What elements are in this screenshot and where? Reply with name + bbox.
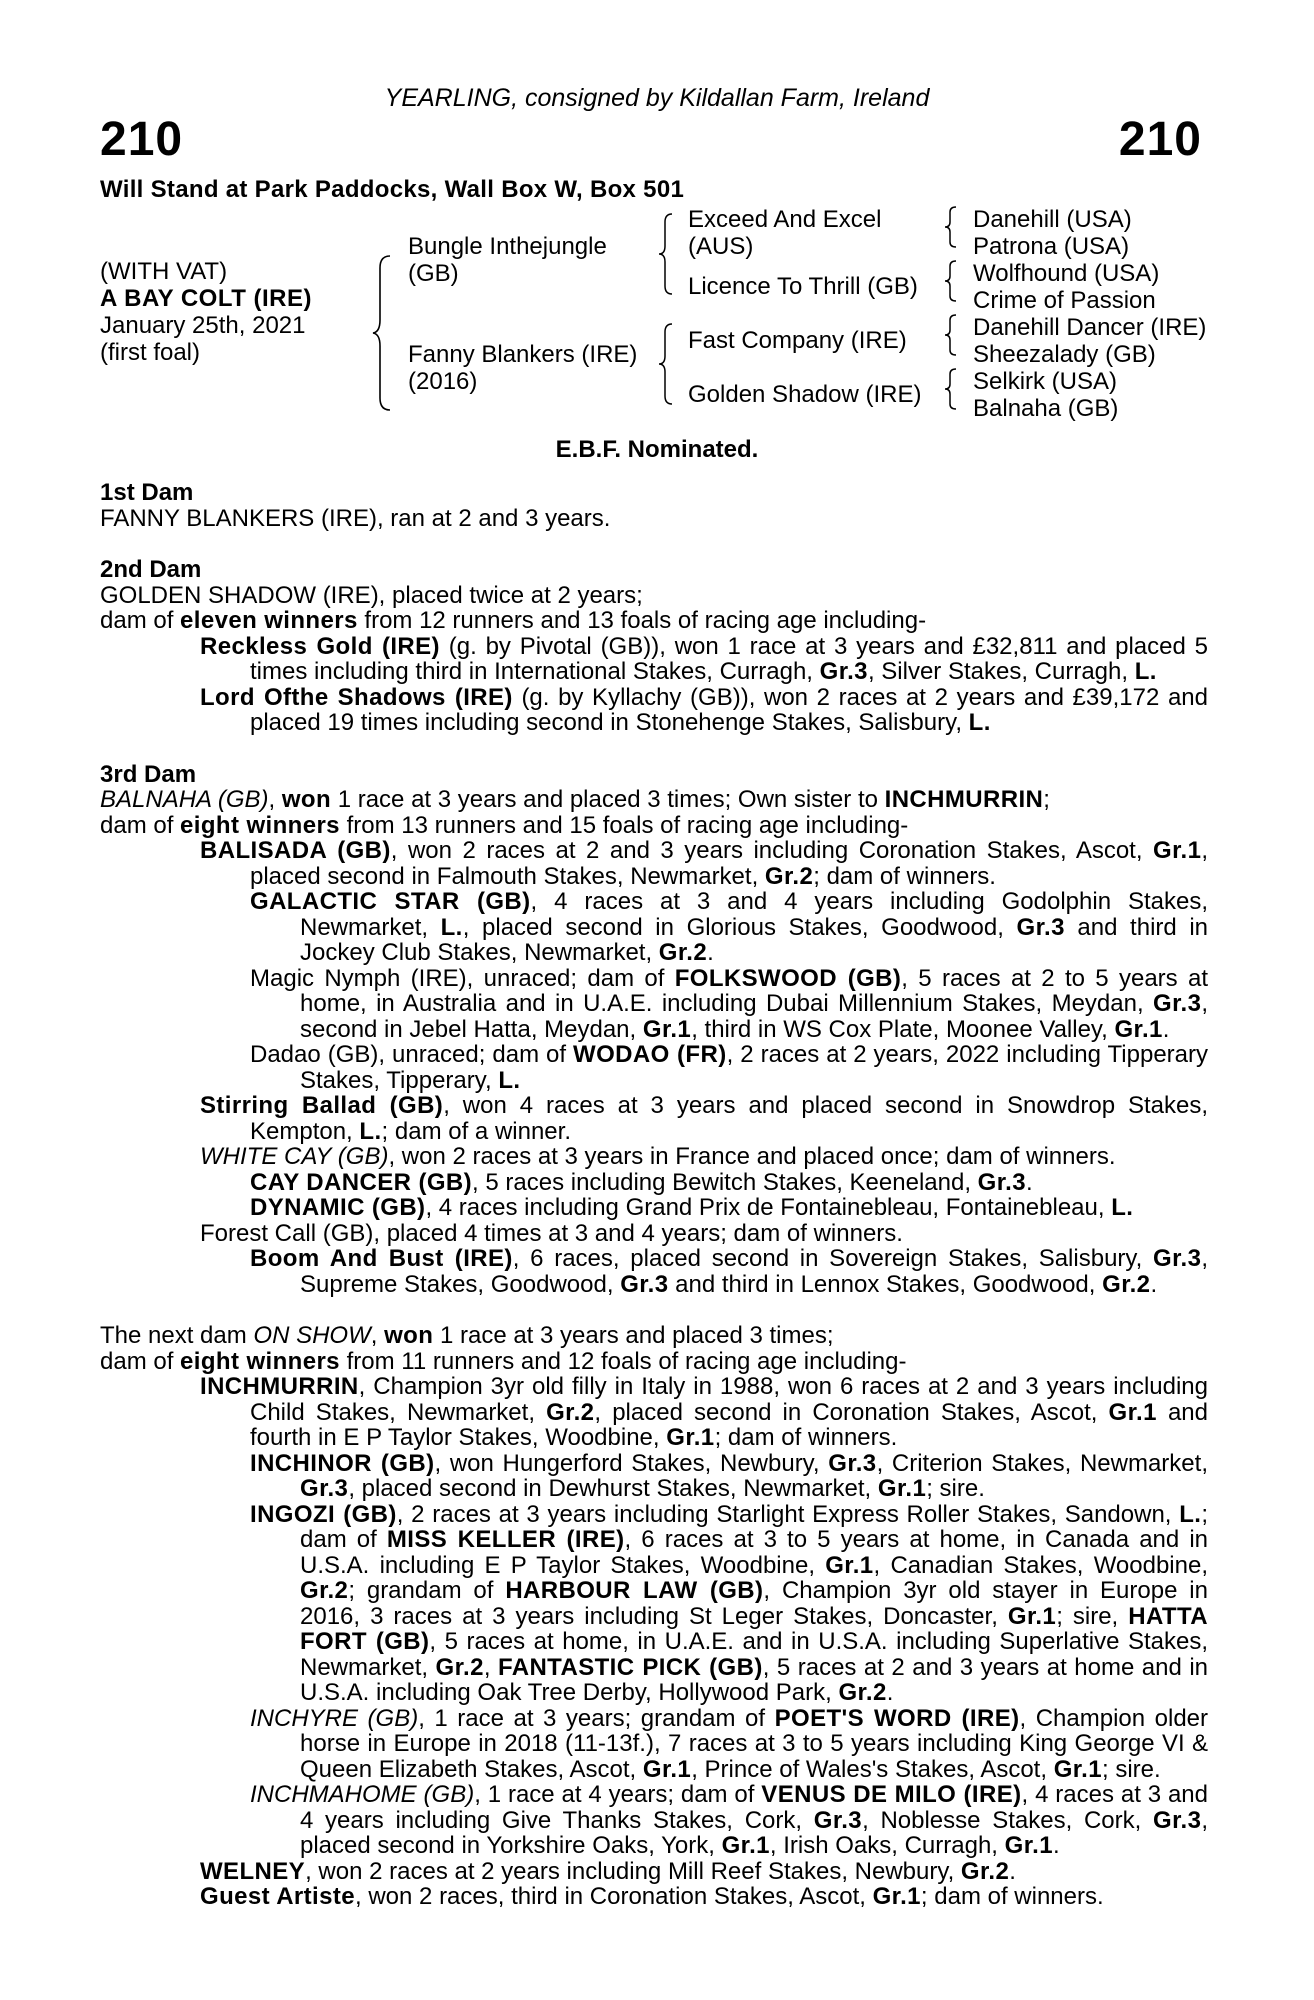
ancestor-5: Danehill Dancer (IRE): [973, 314, 1207, 341]
sire-sire-country: (AUS): [688, 233, 754, 260]
ancestor-1: Danehill (USA): [973, 206, 1132, 233]
produce-galactic-star: GALACTIC STAR (GB), 4 races at 3 and 4 years including Godolphin Stakes, Newmarket, L., placed second in Glorious Stakes, Goodwood, Gr.3 and third in Jockey Club Stakes, Newmarket, Gr.2.: [250, 888, 1209, 966]
ebf-nomination: E.B.F. Nominated.: [555, 436, 759, 463]
sire-country: (GB): [408, 260, 459, 287]
foal-note: (first foal): [100, 339, 201, 366]
pedigree-brace-g3: [944, 313, 958, 357]
produce-ingozi: INGOZI (GB), 2 races at 3 years including Starlight Express Roller Stakes, Sandown, L.; dam of MISS KELLER (IRE), 6 races at 3 to 5 years at home, in Canada and in U.S.A. including E P Taylor Stakes, Woodbine, Gr.1, Canadian Stakes, Woodbine, Gr.2; grandam of HARBOUR LAW (GB), Champion 3yr old stayer in Europe in 2016, 3 races at 3 years including St Leger Stakes, Doncaster, Gr.1; sire, HATTA FORT (GB), 5 races at home, in U.A.E. and in U.S.A. including Superlative Stakes, Newmarket, Gr.2, FANTASTIC PICK (GB), 5 races at 2 and 3 years at home and in U.S.A. including Oak Tree Derby, Hollywood Park, Gr.2.: [250, 1500, 1209, 1706]
third-dam-heading: 3rd Dam: [100, 760, 197, 788]
ancestor-8: Balnaha (GB): [973, 395, 1119, 422]
sire-name: Bungle Inthejungle: [408, 233, 607, 260]
first-dam-text: FANNY BLANKERS (IRE), ran at 2 and 3 years.: [100, 504, 611, 532]
produce-dynamic: DYNAMIC (GB), 4 races including Grand Prix de Fontainebleau, Fontainebleau, L.: [250, 1194, 1134, 1221]
produce-inchmurrin: INCHMURRIN, Champion 3yr old filly in Italy in 1988, won 6 races at 2 and 3 years including Child Stakes, Newmarket, Gr.2, placed second in Coronation Stakes, Ascot, Gr.1 and fourth in E P Taylor Stakes, Woodbine, Gr.1; dam of winners.: [200, 1373, 1209, 1451]
foaling-date: January 25th, 2021: [100, 312, 306, 339]
vat-note: (WITH VAT): [100, 258, 228, 285]
third-dam-text: BALNAHA (GB), won 1 race at 3 years and placed 3 times; Own sister to INCHMURRIN; dam of eight winners from 13 runners and 15 foals of racing age including-: [100, 786, 1050, 839]
family-text: [100, 480, 1208, 1910]
pedigree-brace-g4: [944, 367, 958, 411]
pedigree-brace-sire: [658, 212, 674, 296]
ancestor-3: Wolfhound (USA): [973, 260, 1160, 287]
produce-cay-dancer: CAY DANCER (GB), 5 races including Bewitch Stakes, Keeneland, Gr.3.: [250, 1168, 1033, 1196]
produce-magic-nymph: Magic Nymph (IRE), unraced; dam of FOLKSWOOD (GB), 5 races at 2 to 5 years at home, in Australia and in U.A.E. including Dubai Millennium Stakes, Meydan, Gr.3, second in Jebel Hatta, Meydan, Gr.1, third in WS Cox Plate, Moonee Valley, Gr.1.: [250, 964, 1208, 1043]
produce-inchyre: INCHYRE (GB), 1 race at 3 years; grandam of POET'S WORD (IRE), Champion older horse in Europe in 2018 (11-13f.), 7 races at 3 to 5 years including King George VI & Queen Elizabeth Stakes, Ascot, Gr.1, Prince of Wales's Stakes, Ascot, Gr.1; sire.: [250, 1704, 1209, 1783]
pedigree-brace-g1: [944, 205, 958, 249]
produce-lord-ofthe-shadows: Lord Ofthe Shadows (IRE) (g. by Kyllachy (GB)), won 2 races at 2 years and £39,172 and placed 19 times including second in Stonehenge Stakes, Salisbury, L.: [200, 683, 1208, 736]
lot-number-left: 210: [100, 113, 184, 166]
dam-sire-name: Fast Company (IRE): [688, 327, 907, 354]
second-dam-text: GOLDEN SHADOW (IRE), placed twice at 2 years; dam of eleven winners from 12 runners and 13 foals of racing age including-: [100, 581, 927, 634]
produce-forest-call: Forest Call (GB), placed 4 times at 3 and 4 years; dam of winners.: [200, 1219, 903, 1247]
pedigree-brace-dam: [658, 322, 674, 406]
dam-year: (2016): [408, 368, 478, 395]
produce-white-cay: WHITE CAY (GB), won 2 races at 3 years in France and placed once; dam of winners.: [200, 1143, 1116, 1170]
produce-boom-and-bust: Boom And Bust (IRE), 6 races, placed second in Sovereign Stakes, Salisbury, Gr.3, Supreme Stakes, Goodwood, Gr.3 and third in Lennox Stakes, Goodwood, Gr.2.: [250, 1245, 1208, 1298]
dam-dam-name: Golden Shadow (IRE): [688, 381, 922, 408]
horse-name: A BAY COLT (IRE): [100, 285, 313, 312]
produce-stirring-ballad: Stirring Ballad (GB), won 4 races at 3 years and placed second in Snowdrop Stakes, Kempton, L.; dam of a winner.: [200, 1092, 1208, 1145]
produce-inchinor: INCHINOR (GB), won Hungerford Stakes, Newbury, Gr.3, Criterion Stakes, Newmarket, Gr.3, placed second in Dewhurst Stakes, Newmarket, Gr.1; sire.: [250, 1449, 1208, 1502]
produce-reckless-gold: Reckless Gold (IRE) (g. by Pivotal (GB)), won 1 race at 3 years and £32,811 and placed 5 times including third in International Stakes, Curragh, Gr.3, Silver Stakes, Curragh, L.: [200, 632, 1208, 685]
produce-balisada: BALISADA (GB), won 2 races at 2 and 3 years including Coronation Stakes, Ascot, Gr.1, placed second in Falmouth Stakes, Newmarket, Gr.2; dam of winners.: [200, 837, 1208, 890]
produce-welney: WELNEY, won 2 races at 2 years including Mill Reef Stakes, Newbury, Gr.2.: [200, 1857, 1016, 1885]
lot-number-right: 210: [1118, 113, 1202, 166]
first-dam-heading: 1st Dam: [100, 479, 194, 506]
ancestor-7: Selkirk (USA): [973, 368, 1118, 395]
produce-dadao: Dadao (GB), unraced; dam of WODAO (FR), 2 races at 2 years, 2022 including Tipperary Stakes, Tipperary, L.: [250, 1041, 1208, 1094]
produce-inchmahome: INCHMAHOME (GB), 1 race at 4 years; dam of VENUS DE MILO (IRE), 4 races at 3 and 4 years including Give Thanks Stakes, Cork, Gr.3, Noblesse Stakes, Cork, Gr.3, placed second in Yorkshire Oaks, York, Gr.1, Irish Oaks, Curragh, Gr.1.: [250, 1781, 1208, 1859]
ancestor-4: Crime of Passion: [973, 287, 1156, 314]
ancestor-6: Sheezalady (GB): [973, 341, 1156, 368]
catalogue-subtitle: YEARLING, consigned by Kildallan Farm, Ireland: [384, 84, 930, 112]
dam-name: Fanny Blankers (IRE): [408, 341, 638, 368]
produce-guest-artiste: Guest Artiste, won 2 races, third in Coronation Stakes, Ascot, Gr.1; dam of winners.: [200, 1883, 1104, 1910]
stand-location: Will Stand at Park Paddocks, Wall Box W, Box 501: [100, 176, 685, 203]
pedigree-brace-main: [372, 254, 392, 412]
sire-dam-name: Licence To Thrill (GB): [688, 273, 918, 300]
next-dam-text: The next dam ON SHOW, won 1 race at 3 years and placed 3 times; dam of eight winners from 11 runners and 12 foals of racing age including-: [100, 1322, 907, 1375]
ancestor-2: Patrona (USA): [973, 233, 1130, 260]
sire-sire-name: Exceed And Excel: [688, 206, 882, 233]
pedigree-brace-g2: [944, 259, 958, 303]
second-dam-heading: 2nd Dam: [100, 556, 202, 583]
